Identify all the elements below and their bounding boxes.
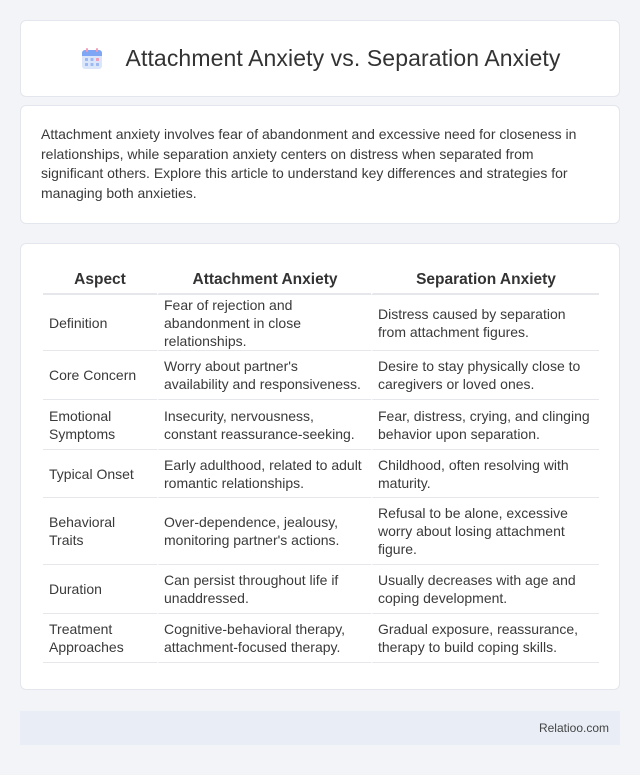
separation-cell: Usually decreases with age and coping development. — [371, 565, 599, 614]
separation-cell: Desire to stay physically close to caregivers or loved ones. — [371, 351, 599, 400]
attachment-cell: Insecurity, nervousness, constant reassurance-seeking. — [157, 400, 371, 450]
header-aspect: Aspect — [43, 265, 157, 295]
calendar-icon — [80, 47, 104, 71]
table-row — [43, 614, 599, 663]
aspect-cell: Core Concern — [43, 351, 157, 400]
header-attachment-anxiety: Attachment Anxiety — [157, 265, 371, 295]
title-card — [20, 20, 620, 97]
intro-card — [20, 105, 620, 224]
aspect-cell: Behavioral Traits — [43, 498, 157, 565]
comparison-table-card — [20, 243, 620, 690]
attachment-cell: Over-dependence, jealousy, monitoring partner's actions. — [157, 498, 371, 565]
aspect-cell: Typical Onset — [43, 450, 157, 498]
aspect-cell: Emotional Symptoms — [43, 400, 157, 450]
attachment-cell: Can persist throughout life if unaddressed. — [157, 565, 371, 614]
intro-text: Attachment anxiety involves fear of abandonment and excessive need for closeness in relationships, while separation anxiety centers on distress when separated from significant others. Explore this article to understand key differences and strategies for managing both anxieties. — [41, 126, 577, 201]
table-row — [43, 351, 599, 400]
aspect-cell: Treatment Approaches — [43, 614, 157, 663]
separation-cell: Refusal to be alone, excessive worry about losing attachment figure. — [371, 498, 599, 565]
separation-cell: Fear, distress, crying, and clinging behavior upon separation. — [371, 400, 599, 450]
aspect-cell: Duration — [43, 565, 157, 614]
page-title: Attachment Anxiety vs. Separation Anxiety — [125, 45, 561, 71]
separation-cell: Distress caused by separation from attachment figures. — [371, 295, 599, 351]
footer — [20, 711, 620, 745]
footer-site-link[interactable]: Relatioo.com — [538, 721, 609, 735]
attachment-cell: Fear of rejection and abandonment in close relationships. — [157, 295, 371, 351]
table-row — [43, 498, 599, 565]
comparison-table — [43, 265, 599, 663]
table-row — [43, 450, 599, 498]
separation-cell: Childhood, often resolving with maturity. — [371, 450, 599, 498]
table-row — [43, 565, 599, 614]
table-row — [43, 400, 599, 450]
table-header-row — [43, 265, 599, 295]
aspect-cell: Definition — [43, 295, 157, 351]
attachment-cell: Early adulthood, related to adult romantic relationships. — [157, 450, 371, 498]
table-row — [43, 295, 599, 351]
header-separation-anxiety: Separation Anxiety — [371, 265, 599, 295]
attachment-cell: Worry about partner's availability and responsiveness. — [157, 351, 371, 400]
separation-cell: Gradual exposure, reassurance, therapy to build coping skills. — [371, 614, 599, 663]
attachment-cell: Cognitive-behavioral therapy, attachment-focused therapy. — [157, 614, 371, 663]
